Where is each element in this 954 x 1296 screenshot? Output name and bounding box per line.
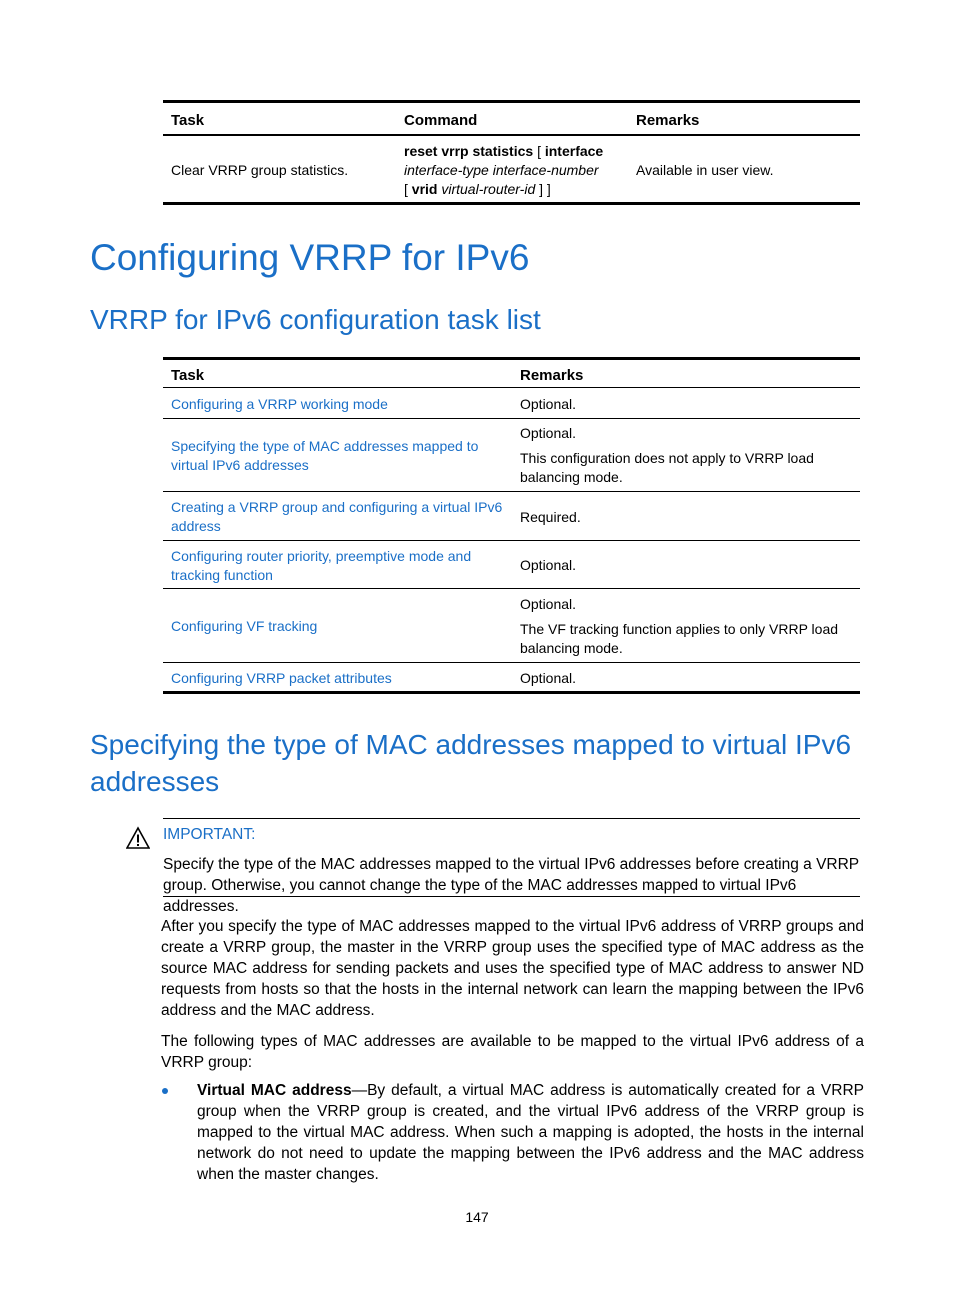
remarks-cell: Optional.	[520, 425, 577, 441]
table-bottom-rule	[163, 691, 860, 694]
col-header-remarks: Remarks	[636, 112, 700, 129]
cmd-keyword: vrid	[411, 181, 438, 197]
header-rule	[163, 387, 860, 388]
command-table	[163, 100, 860, 206]
bullet-icon	[162, 1088, 168, 1094]
cmd-argument: virtual-router-id	[437, 181, 536, 197]
remarks-note: The VF tracking function applies to only VRRP load balancing mode.	[520, 621, 839, 656]
cmd-bracket: [	[533, 143, 545, 159]
task-link[interactable]: Specifying the type of MAC addresses mapped to virtual IPv6 addresses	[171, 438, 479, 473]
remarks-cell: Optional.	[520, 396, 577, 412]
task-cell: Clear VRRP group statistics.	[171, 162, 349, 178]
row-divider	[163, 588, 860, 589]
cmd-keyword: interface	[544, 143, 604, 159]
col-header-task: Task	[171, 112, 205, 129]
row-divider	[163, 540, 860, 541]
col-header-task: Task	[171, 367, 205, 384]
section-heading: VRRP for IPv6 configuration task list	[90, 304, 541, 335]
warning-icon	[126, 826, 150, 850]
page-number: 147	[465, 1209, 489, 1225]
remarks-cell: Optional.	[520, 557, 577, 573]
page-title: Configuring VRRP for IPv6	[90, 237, 530, 278]
task-link[interactable]: Configuring VRRP packet attributes	[171, 670, 392, 686]
bullet-item	[197, 1080, 864, 1185]
command-cell	[404, 142, 629, 199]
important-label: IMPORTANT:	[163, 826, 256, 843]
col-header-command: Command	[404, 112, 478, 129]
cmd-bracket: ] ]	[535, 181, 551, 197]
remarks-cell: Available in user view.	[636, 162, 774, 178]
table-top-rule	[163, 357, 860, 360]
remarks-cell: Optional.	[520, 596, 577, 612]
note-top-rule	[163, 818, 860, 819]
bullet-text: —By default, a virtual MAC address is automatically created for a VRRP group when the VRRP group is created, and the virtual IPv6 address of the VRRP group is mapped to the virtual MAC address. When such a mapping is adopted, the hosts in the internal network do not need to update the mapping between the IPv6 address and the MAC address when the master changes.	[197, 1082, 864, 1183]
remarks-cell: Required.	[520, 509, 581, 525]
paragraph: After you specify the type of MAC addresses mapped to the virtual IPv6 address of VRRP groups and create a VRRP group, the master in the VRRP group uses the specified type of MAC address as the source MAC address for sending packets and uses the specified type of MAC address to answer ND requests from hosts so that the hosts in the internal network can learn the mapping between the IPv6 address and the MAC address.	[161, 918, 864, 1019]
cmd-bracket: [	[404, 181, 412, 197]
task-list-table	[163, 357, 860, 695]
task-link[interactable]: Creating a VRRP group and configuring a virtual IPv6 address	[171, 499, 503, 534]
section-heading: Specifying the type of MAC addresses mapped to virtual IPv6 addresses	[90, 729, 852, 797]
table-top-rule	[163, 100, 860, 103]
task-link[interactable]: Configuring router priority, preemptive mode and tracking function	[171, 548, 472, 583]
task-link[interactable]: Configuring VF tracking	[171, 618, 318, 634]
header-rule	[163, 134, 860, 136]
paragraph: The following types of MAC addresses are available to be mapped to the virtual IPv6 address of a VRRP group:	[161, 1033, 864, 1071]
col-header-remarks: Remarks	[520, 367, 584, 384]
task-link[interactable]: Configuring a VRRP working mode	[171, 396, 388, 412]
important-text: Specify the type of the MAC addresses mapped to the virtual IPv6 addresses before creating a VRRP group. Otherwise, you cannot change the type of the MAC addresses mapped to virtual IPv6 addresses.	[163, 856, 859, 915]
remarks-cell: Optional.	[520, 670, 577, 686]
cmd-argument: interface-type interface-number	[404, 162, 599, 178]
cmd-keyword: reset vrrp statistics	[404, 143, 534, 159]
bullet-term: Virtual MAC address	[197, 1082, 352, 1099]
row-divider	[163, 418, 860, 419]
table-bottom-rule	[163, 202, 860, 205]
note-bottom-rule	[163, 896, 860, 897]
row-divider	[163, 491, 860, 492]
row-divider	[163, 662, 860, 663]
remarks-note: This configuration does not apply to VRRP load balancing mode.	[520, 450, 814, 485]
